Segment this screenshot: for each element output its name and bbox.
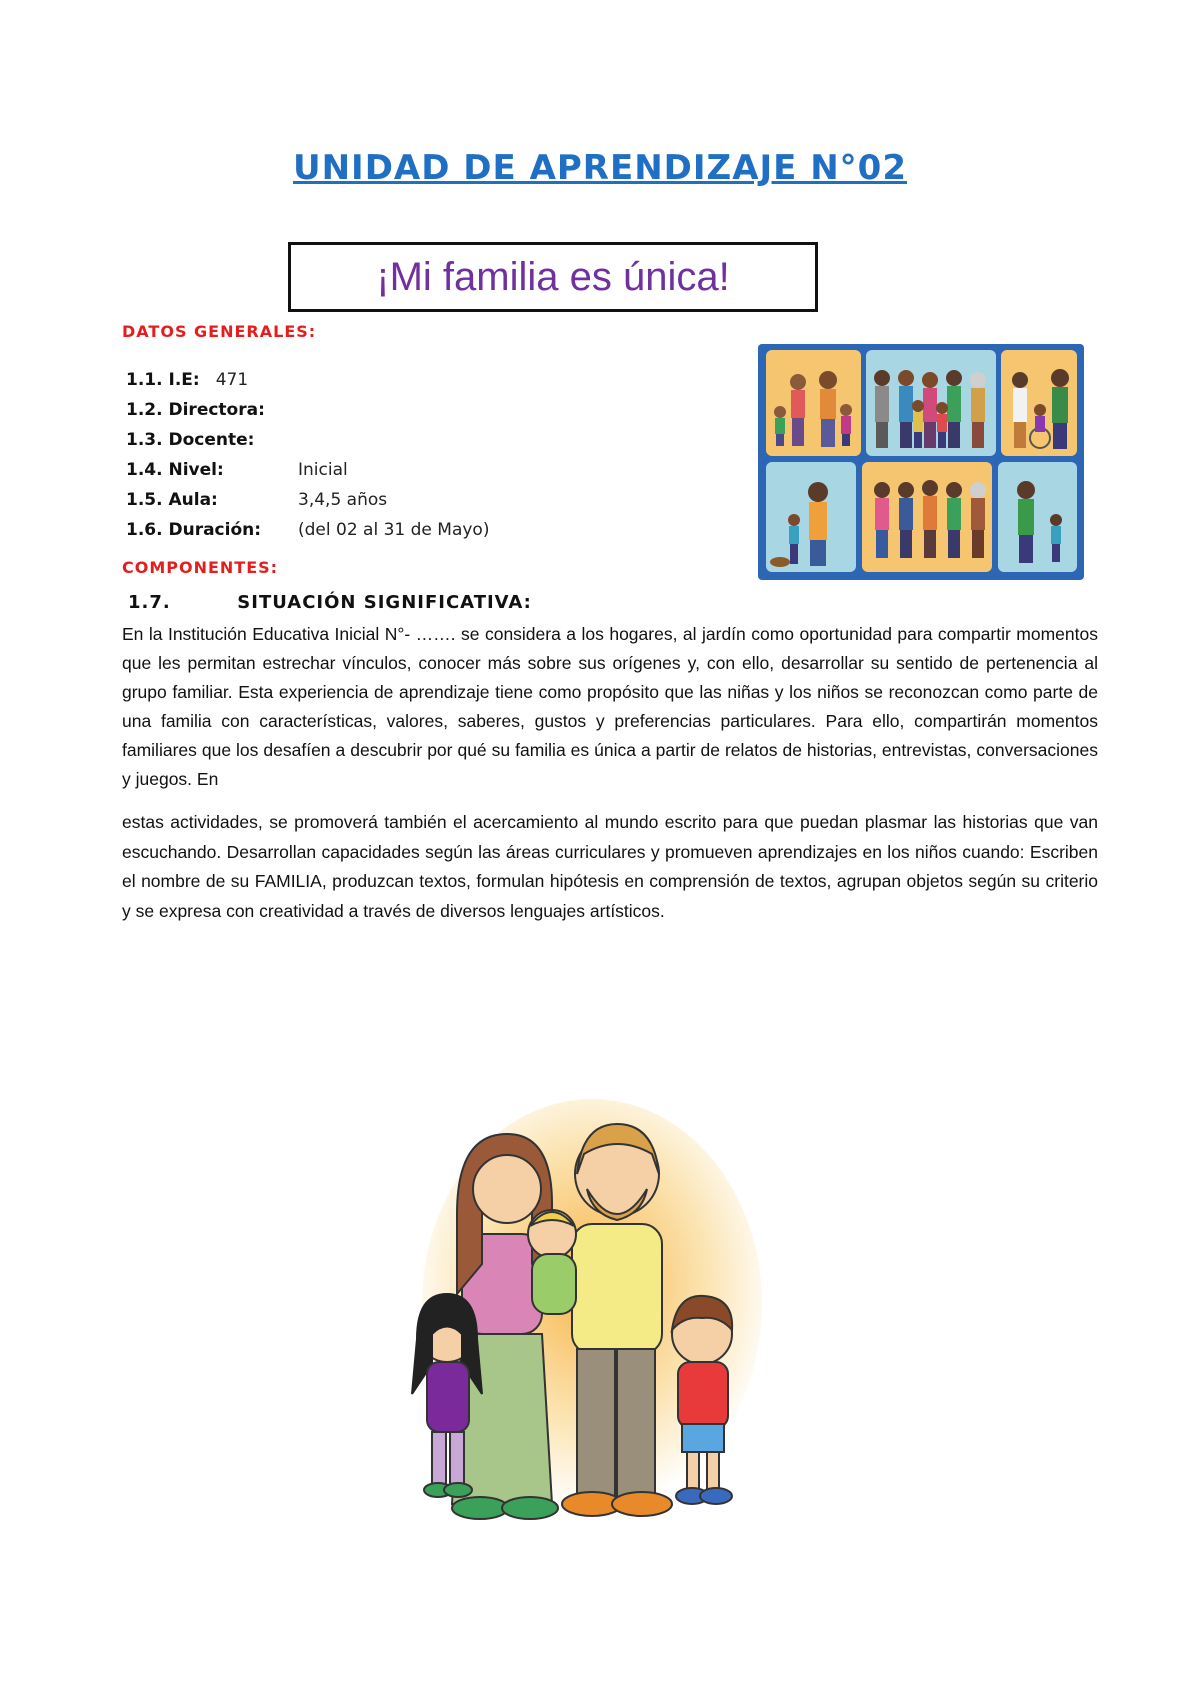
data-label: 1.2. Directora: [126, 400, 265, 420]
data-row-docente [126, 430, 746, 460]
situacion-title: SITUACIÓN SIGNIFICATIVA: [237, 592, 532, 613]
datos-generales-heading: DATOS GENERALES: [122, 322, 317, 341]
situacion-number: 1.7. [128, 592, 171, 613]
data-row-aula [126, 490, 746, 520]
data-row-ie [126, 370, 746, 400]
subtitle-text: ¡Mi familia es única! [376, 255, 730, 299]
situacion-heading [128, 592, 532, 613]
data-label: 1.6. Duración: [126, 520, 262, 540]
situacion-paragraph-2: estas actividades, se promoverá también el acercamiento al mundo escrito para que puedan plasmar las historias que van escuchando. Desarrollan capacidades según las áreas curriculares y promueven aprendizajes en los niños cuando: Escriben el nombre de su FAMILIA, produzcan textos, formulan hipótesis en comprensión de textos, agrupan objetos según su criterio y se expresa con creatividad a través de diversos lenguajes artísticos. [122, 812, 1098, 921]
data-value: 3,4,5 años [298, 490, 388, 510]
componentes-heading: COMPONENTES: [122, 558, 279, 577]
data-value: (del 02 al 31 de Mayo) [298, 520, 490, 540]
family-panels-illustration-icon [758, 344, 1084, 580]
data-label: 1.3. Docente: [126, 430, 255, 450]
data-row-directora [126, 400, 746, 430]
family-cartoon-illustration-icon [402, 1094, 782, 1564]
general-data-list [126, 370, 746, 550]
document-title: UNIDAD DE APRENDIZAJE N°02 [292, 148, 907, 188]
data-value: Inicial [298, 460, 348, 480]
data-row-duracion [126, 520, 746, 550]
situacion-paragraph-1: En la Institución Educativa Inicial N°- ……. se considera a los hogares, al jardín como oportunidad para compartir momentos que les permitan estrechar vínculos, conocer más sobre sus orígenes y, con ello, desarrollar su sentido de pertenencia al grupo familiar. Esta experiencia de aprendizaje tiene como propósito que las niñas y los niños se reconozcan como parte de una familia con características, valores, saberes, gustos y preferencias particulares. Para ello, compartirán momentos familiares que los desafíen a descubrir por qué su familia es única a partir de relatos de historias, entrevistas, conversaciones y juegos. En [122, 624, 1098, 789]
data-label: 1.4. Nivel: [126, 460, 224, 480]
data-row-nivel [126, 460, 746, 490]
data-label: 1.5. Aula: [126, 490, 218, 510]
data-value: 471 [215, 370, 249, 390]
subtitle-box [288, 242, 818, 312]
data-label: 1.1. I.E: [126, 370, 200, 390]
